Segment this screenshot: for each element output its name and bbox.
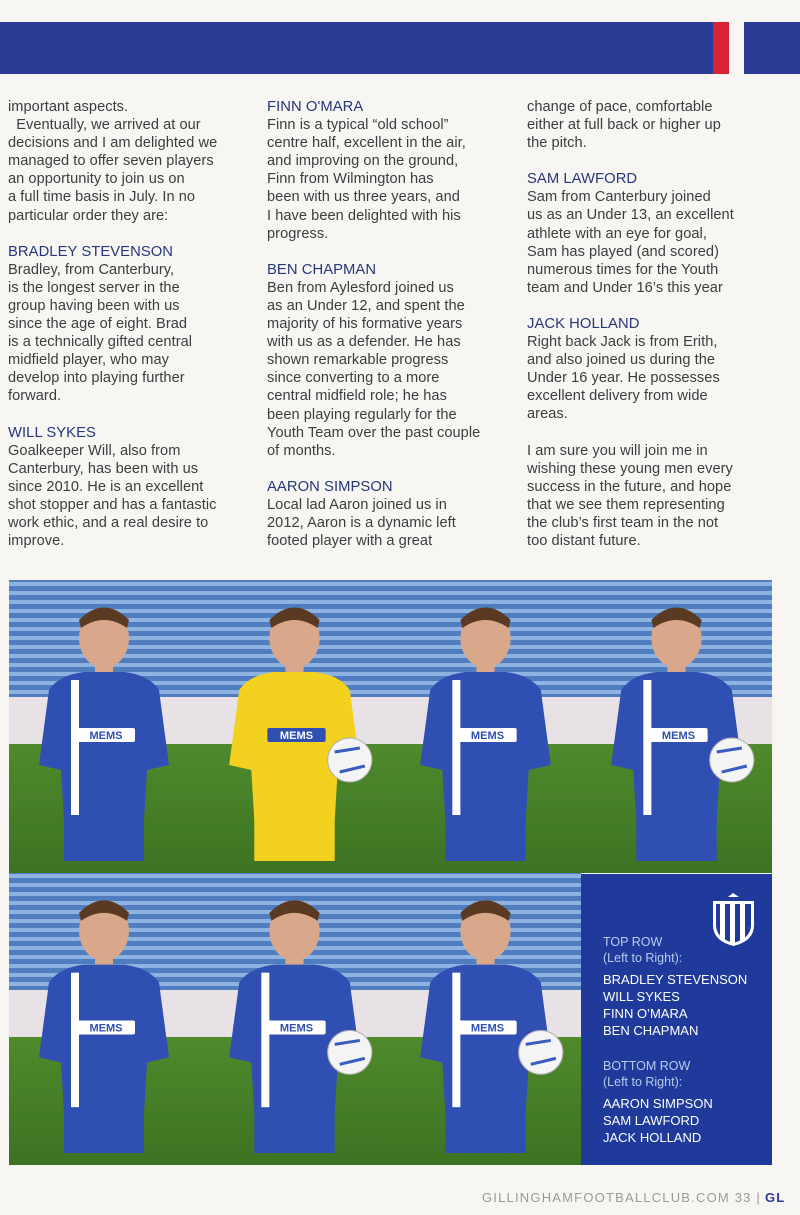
body-text-line: and also joined us during the bbox=[527, 352, 716, 369]
bottom-row-direction: (Left to Right): bbox=[603, 1075, 683, 1089]
player-heading: SAM LAWFORD bbox=[527, 171, 638, 188]
body-text-line: particular order they are: bbox=[8, 207, 169, 224]
bottom-row-names bbox=[603, 1095, 713, 1146]
body-text-line: Canterbury, has been with us bbox=[8, 460, 199, 477]
body-text-line: us as an Under 13, an excellent bbox=[527, 207, 734, 224]
caption-name: BRADLEY STEVENSON bbox=[603, 972, 748, 987]
player-heading: JACK HOLLAND bbox=[527, 315, 640, 332]
bottom-row-label: BOTTOM ROW bbox=[603, 1059, 691, 1073]
paragraph-gap bbox=[527, 424, 777, 442]
paragraph-gap bbox=[267, 243, 517, 261]
player-figure bbox=[9, 580, 199, 873]
body-text-line: central midfield role; he has bbox=[267, 388, 447, 405]
svg-text:MEMS: MEMS bbox=[279, 730, 314, 742]
paragraph-gap bbox=[527, 297, 777, 315]
player-heading: FINN O'MARA bbox=[267, 99, 364, 115]
player-figure bbox=[199, 580, 390, 873]
body-text-line: change of pace, comfortable bbox=[527, 99, 713, 115]
bar-gap bbox=[729, 22, 744, 74]
text-column-2 bbox=[267, 98, 517, 550]
blue-stripe bbox=[744, 22, 772, 74]
body-text-line: since 2010. He is an excellent bbox=[8, 478, 204, 495]
body-text-line: the club’s first team in the not bbox=[527, 514, 719, 531]
body-text-line: Bradley, from Canterbury, bbox=[8, 261, 175, 278]
body-text-line: majority of his formative years bbox=[267, 316, 463, 333]
page-footer bbox=[482, 1190, 785, 1205]
body-text-line: is the longest server in the bbox=[8, 279, 180, 296]
body-text-line: Right back Jack is from Erith, bbox=[527, 334, 718, 351]
svg-text:MEMS: MEMS bbox=[279, 1022, 314, 1035]
body-text-line: I am sure you will join me in bbox=[527, 442, 708, 459]
body-text-line: develop into playing further bbox=[8, 370, 185, 387]
club-crest-icon bbox=[711, 891, 756, 947]
caption-name: WILL SYKES bbox=[603, 989, 680, 1004]
caption-name: SAM LAWFORD bbox=[603, 1113, 700, 1128]
body-text-line: either at full back or higher up bbox=[527, 117, 721, 134]
body-text-line: forward. bbox=[8, 388, 62, 405]
top-row-names bbox=[603, 971, 747, 1039]
body-text-line: Finn from Wilmington has bbox=[267, 171, 434, 188]
body-text-line: team and Under 16’s this year bbox=[527, 279, 723, 296]
svg-text:MEMS: MEMS bbox=[661, 730, 696, 742]
body-text-line: Local lad Aaron joined us in bbox=[267, 496, 447, 513]
body-text-line: of months. bbox=[267, 442, 336, 459]
body-text-line: shown remarkable progress bbox=[267, 352, 449, 369]
body-text-line: numerous times for the Youth bbox=[527, 261, 719, 278]
player-heading: BRADLEY STEVENSON bbox=[8, 243, 174, 260]
body-text-line: since converting to a more bbox=[267, 370, 440, 387]
body-text-line: Sam from Canterbury joined bbox=[527, 189, 711, 206]
top-row-label: TOP ROW bbox=[603, 935, 663, 949]
body-text-line: Ben from Aylesford joined us bbox=[267, 279, 454, 296]
body-text-line: as an Under 12, and spent the bbox=[267, 297, 465, 314]
paragraph-gap bbox=[8, 406, 253, 424]
body-text-line: work ethic, and a real desire to bbox=[8, 514, 209, 531]
paragraph-gap bbox=[527, 152, 777, 170]
body-text-line: Sam has played (and scored) bbox=[527, 243, 719, 260]
player-heading: WILL SYKES bbox=[8, 424, 96, 441]
body-text-line: group having been with us bbox=[8, 297, 180, 314]
caption-name: JACK HOLLAND bbox=[603, 1130, 702, 1145]
body-text-line: managed to offer seven players bbox=[8, 153, 214, 170]
paragraph-gap bbox=[267, 460, 517, 478]
player-photo bbox=[390, 873, 581, 1165]
player-figure bbox=[390, 580, 581, 873]
body-text-line: Youth Team over the past couple bbox=[267, 424, 481, 441]
photo-caption-box bbox=[581, 874, 772, 1165]
body-text-line: Under 16 year. He possesses bbox=[527, 370, 720, 387]
player-heading: BEN CHAPMAN bbox=[267, 261, 377, 278]
player-photo bbox=[9, 873, 199, 1165]
body-text-line: and improving on the ground, bbox=[267, 153, 459, 170]
body-text-line: Finn is a typical “old school” bbox=[267, 117, 449, 134]
red-stripe bbox=[713, 22, 729, 74]
body-text-line: a full time basis in July. In no bbox=[8, 189, 196, 206]
svg-text:MEMS: MEMS bbox=[89, 1022, 123, 1035]
player-photo bbox=[581, 580, 772, 873]
body-text-line: footed player with a great bbox=[267, 533, 433, 550]
top-row-direction: (Left to Right): bbox=[603, 951, 683, 965]
body-text-line: 2012, Aaron is a dynamic left bbox=[267, 514, 456, 531]
body-text-line: progress. bbox=[267, 225, 329, 242]
caption-name: AARON SIMPSON bbox=[603, 1096, 713, 1111]
player-heading: AARON SIMPSON bbox=[267, 478, 393, 495]
body-text-line: improve. bbox=[8, 533, 65, 550]
player-figure bbox=[199, 873, 390, 1165]
body-text-line: an opportunity to join us on bbox=[8, 171, 185, 188]
top-color-bar bbox=[0, 22, 800, 74]
player-figure bbox=[9, 873, 199, 1165]
gl-logo-icon: GL bbox=[764, 1190, 786, 1205]
body-text-line: Goalkeeper Will, also from bbox=[8, 442, 181, 459]
body-text-line: decisions and I am delighted we bbox=[8, 135, 218, 152]
body-text-line: shot stopper and has a fantastic bbox=[8, 496, 217, 513]
svg-text:MEMS: MEMS bbox=[89, 730, 123, 742]
body-text-line: with us as a defender. He has bbox=[267, 334, 461, 351]
text-column-3 bbox=[527, 98, 777, 550]
caption-name: BEN CHAPMAN bbox=[603, 1023, 699, 1038]
body-text-line: midfield player, who may bbox=[8, 352, 169, 369]
body-text-line: wishing these young men every bbox=[527, 460, 733, 477]
footer-website: GILLINGHAMFOOTBALLCLUB.COM 33 | bbox=[482, 1190, 761, 1205]
body-text-line: too distant future. bbox=[527, 532, 641, 549]
player-figure bbox=[581, 580, 772, 873]
player-figure bbox=[390, 873, 581, 1165]
body-text-line: been with us three years, and bbox=[267, 189, 460, 206]
player-photo bbox=[9, 580, 199, 873]
body-text-line: that we see them representing bbox=[527, 496, 725, 513]
body-text-line: Eventually, we arrived at our bbox=[8, 117, 201, 134]
bottom-row-title bbox=[603, 1058, 690, 1090]
svg-text:MEMS: MEMS bbox=[470, 730, 505, 742]
body-text-line: is a technically gifted central bbox=[8, 334, 193, 351]
player-photo bbox=[390, 580, 581, 873]
body-text-line: since the age of eight. Brad bbox=[8, 316, 188, 333]
caption-name: FINN O’MARA bbox=[603, 1006, 688, 1021]
top-row-title bbox=[603, 934, 682, 966]
text-column-1 bbox=[8, 98, 253, 550]
svg-text:MEMS: MEMS bbox=[470, 1022, 505, 1035]
body-text-line: the pitch. bbox=[527, 135, 587, 152]
player-photo bbox=[199, 580, 390, 873]
body-text-line: areas. bbox=[527, 406, 568, 423]
body-text-line: been playing regularly for the bbox=[267, 406, 457, 423]
player-photo bbox=[199, 873, 390, 1165]
body-text-line: athlete with an eye for goal, bbox=[527, 225, 707, 242]
body-text-line: I have been delighted with his bbox=[267, 207, 461, 224]
body-text-line: important aspects. bbox=[8, 99, 129, 115]
body-text-line: excellent delivery from wide bbox=[527, 388, 708, 405]
body-text-line: success in the future, and hope bbox=[527, 478, 732, 495]
body-text-line: centre half, excellent in the air, bbox=[267, 135, 466, 152]
paragraph-gap bbox=[8, 225, 253, 243]
